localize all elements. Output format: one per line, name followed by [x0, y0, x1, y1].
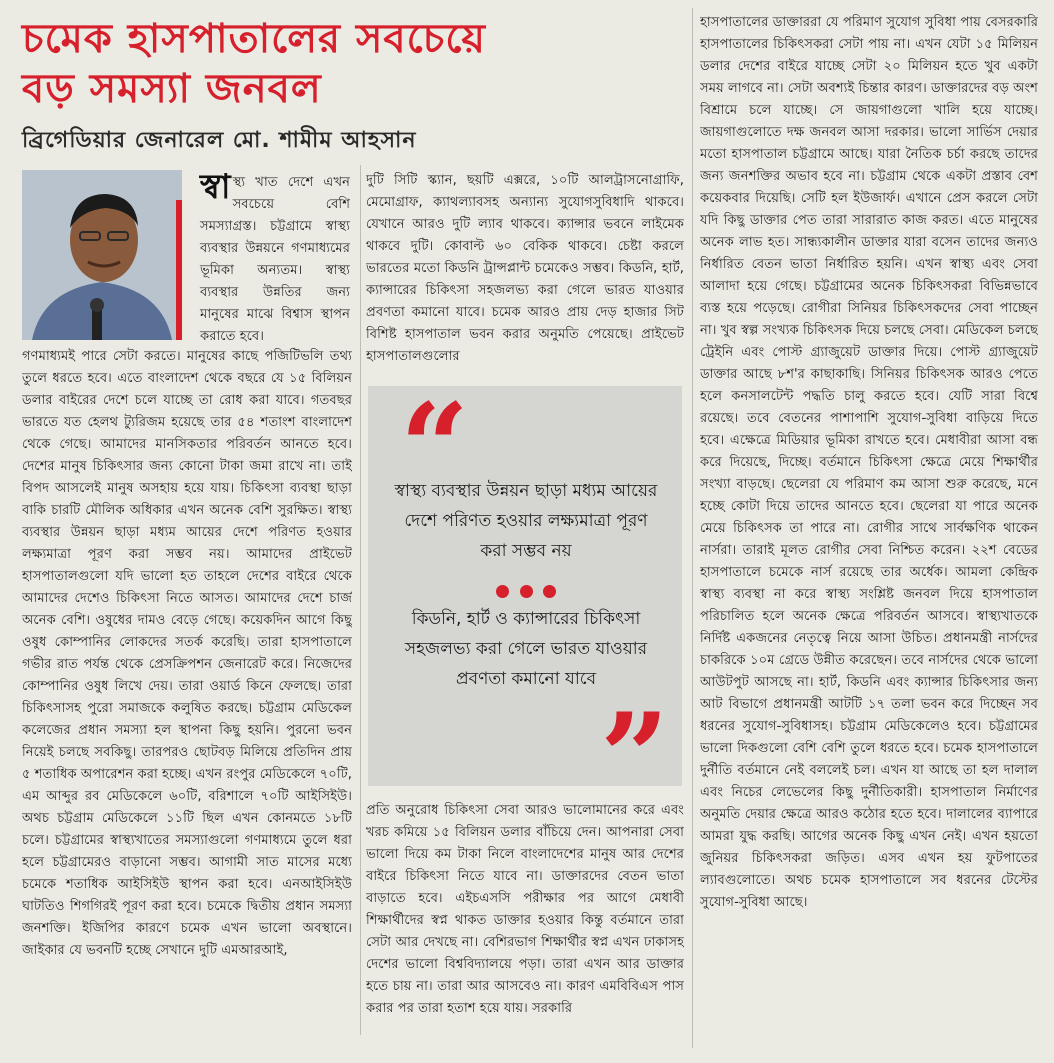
- column-1: [22, 346, 352, 1036]
- author-photo: [22, 170, 182, 340]
- column-2-bottom: [366, 800, 684, 1040]
- column-3: [700, 12, 1038, 1042]
- column-1-text: গণমাধ্যমই পারে সেটা করতে। মানুষের কাছে পজিটিভলি তথ্য তুলে ধরতে হবে। এতে বাংলাদেশ থেকে বছরে যে ১৫ বিলিয়ন ডলার বাইরের দেশে চলে যাচ্ছে তা রোধ করা যাবে। গতবছর ভারতে যত হেলথ ট্যুরিজম হয়েছে তার ৫৪ শতাংশ বাংলাদেশ থেকে গেছে। আমাদের মানসিকতার পরিবর্তন আনতে হবে। দেশের মানুষ চিকিৎসার জন্য কোনো টাকা জমা রাখে না। তাই বিপদ আসলেই মানুষ অসহায় হয়ে যায়। চিকিৎসা ব্যবস্থা ছাড়া বাকি চারটি মৌলিক অধিকার এখন অনেক বেশি সুরক্ষিত। স্বাস্থ্য ব্যবস্থার উন্নয়ন ছাড়া মধ্যম আয়ের দেশে পরিণত হওয়ার লক্ষ্যমাত্রা পূরণ করা সম্ভব নয়। আমাদের প্রাইভেট হাসপাতালগুলো যদি ভালো হত তাহলে দেশের বাইরে থেকে আমাদের দেশেও চিকিৎসা নিতে আসত। আমাদের দেশে চার্জ অনেক বেশি। ওষুধের দামও বেড়ে গেছে। কয়েকদিন আগে কিছু ওষুধ কোম্পানির লোকদের সতর্ক করেছি। তারা হাসপাতালে গভীর রাত পর্যন্ত থেকে প্রেসক্রিপশন জেনারেট করে। নিজেদের কোম্পানির ওষুধ লিখে দেয়। তারা ওয়ার্ড কিনে ফেলছে। তারা চিকিৎসাসহ পুরো সমাজকে কলুষিত করছে। চট্টগ্রাম মেডিকেল কলেজের প্রধান সমস্যা হল স্থাপনা কিছু হয়নি। পুরনো ভবন নিয়েই চলছে সবকিছু। তারপরও ছোটবড় মিলিয়ে প্রতিদিন প্রায় ৫ শতাধিক অপারেশন করা হচ্ছে। এখন রংপুর মেডিকেলে ৭০টি, এম আব্দুর রব মেডিকেলে ৬০টি, বরিশালে ৭০টি আইসিইউ। অথচ চট্টগ্রাম মেডিকেলে ১১টি ছিল এখন কোনমতে ১৮টি চলে। চট্টগ্রামের স্বাস্থ্যখাতের সমস্যাগুলো গণমাধ্যমে তুলে ধরা হলে চট্টগ্রামেরও বাড়ানো সম্ভব। আগামী সাত মাসের মধ্যে চমেকে শতাধিক আইসিইউ স্থাপন করা হবে। এনআইসিইউ ঘাটতিও শিগগিরই পূরণ করা হবে। চমেকে দ্বিতীয় প্রধান সমস্যা জনশক্তি। ইজিপির কারণে চমেক এখন ভালো অবস্থানে। জাইকার যে ভবনটি হচ্ছে সেখানে দুটি এমআরআই,: [22, 349, 352, 958]
- headline: [22, 14, 682, 114]
- quote-open-icon: “: [400, 377, 470, 518]
- accent-bar: [176, 200, 182, 340]
- column-2-bottom-text: প্রতি অনুরোধ চিকিৎসা সেবা আরও ভালোমানের করে এবং খরচ কমিয়ে ১৫ বিলিয়ন ডলার বাঁচিয়ে দেন। আপনারা সেবা ভালো দিয়ে কম টাকা নিলে বাংলাদেশের মানুষ আর দেশের বাইরে চিকিৎসা নিতে যাবে না। ডাক্তারদের বেতন ভাতা বাড়াতে হবে। এইচএসসি পরীক্ষার পর আগে মেধাবী শিক্ষার্থীদের স্বপ্ন থাকত ডাক্তার হওয়ার কিন্তু বর্তমানে তারা সেটা আর দেখছে না। বেশিরভাগ শিক্ষার্থীর স্বপ্ন এখন ঢাকাসহ দেশের ভালো বিশ্ববিদ্যালয়ে পড়া। তারা এখন আর ডাক্তার হতে চায় না। তারা আর আসবেও না। কারণ এমবিবিএস পাস করার পর তারা হতাশ হয়ে যায়। সরকারি: [366, 803, 684, 1016]
- column-divider: [360, 165, 361, 1035]
- quote-close-icon: ”: [600, 687, 670, 828]
- column-2-top-text: দুটি সিটি স্ক্যান, ছয়টি এক্সরে, ১০টি আলট্রাসনোগ্রাফি, মেমোগ্রাফ, ক্যাথল্যাবসহ অন্যান্য সুযোগসুবিধাদি থাকবে। যেখানে আরও দুটি ল্যাব থাকবে। ক্যান্সার ভবনে লাইমেক থাকবে দুটি। কোবাল্ট ৬০ বেকিক থাকবে। চেষ্টা করলে ভারতের মতো কিডনি ট্রান্সপ্লান্ট চমেকেও সম্ভব। কিডনি, হার্ট, ক্যান্সারের চিকিৎসা সহজলভ্য করা গেলে ভারত যাওয়ার প্রবণতা কমানো যাবে। চমেক আরও প্রায় দেড় হাজার সিট বিশিষ্ট হাসপাতাল ভবন করার অনুমতি পেয়েছে। প্রাইভেট হাসপাতালগুলোর: [366, 173, 684, 364]
- headline-line-2: বড় সমস্যা জনবল: [22, 66, 322, 112]
- pullquote-text-2: কিডনি, হার্ট ও ক্যান্সারের চিকিৎসা সহজলভ্য করা গেলে ভারত যাওয়ার প্রবণতা কমানো যাবে: [404, 609, 648, 689]
- lead-text: স্থ্য খাত দেশে এখন সবচেয়ে বেশি সমস্যাগ্রস্ত। চট্টগ্রামে স্বাস্থ্য ব্যবস্থার উন্নয়নে গণমাধ্যমের ভূমিকা অন্যতম। স্বাস্থ্য ব্যবস্থার উন্নতির জন্য মানুষের মাঝে বিশ্বাস স্থাপন করাতে হবে।: [200, 175, 350, 344]
- dot-icon: [520, 585, 533, 598]
- column-3-text: হাসপাতালের ডাক্তাররা যে পরিমাণ সুযোগ সুবিধা পায় বেসরকারি হাসপাতালের চিকিৎসকরা সেটা পায় না। এখন যেটা ১৫ মিলিয়ন ডলার দেশের বাইরে যাচ্ছে সেটা ২০ মিলিয়ন হতে খুব একটা সময় লাগবে না। সেটা অবশ্যই চিন্তার কারণ। ডাক্তারদের বড় অংশ বিশ্রামে চলে যাচ্ছে। সে জায়গাগুলো খালি হয়ে যাচ্ছে। জায়গাগুলোতে দক্ষ জনবল আসা দরকার। ভালো সার্ভিস দেয়ার মতো হাসপাতাল চট্টগ্রামে আছে। যারা নৈতিক চর্চা করছে তাদের জন্য জনশক্তির অভাব হবে না। চট্টগ্রাম থেকে একটা প্রস্তাব বেশ কয়েকবার দিয়েছি। সেটি হল ইউজার্ফ। এখানে প্রেস করলে সেটা যদি কিছু ডাক্তার পেত তারা সারারাত কাজ করত। এতে মানুষের অনেক লাভ হত। সান্ধ্যকালীন ডাক্তার যারা বসেন তাদের জন্যও নির্ধারিত বেতন ভাতা নির্ধারিত হয়নি। এখন স্বাস্থ্য এবং সেবা আলাদা হয়ে গেছে। চট্টগ্রামের অনেক চিকিৎসকরা বিভিন্নভাবে ব্যস্ত হয়ে পড়েছে। রোগীরা সিনিয়র চিকিৎসকদের সেবা পাচ্ছেন না। খুব স্বল্প সংখ্যক চিকিৎসক দিয়ে চলছে সেবা। মেডিকেল চলছে ট্রেইনি এবং পোস্ট গ্র্যাজুয়েট ডাক্তার দিয়ে। পোস্ট গ্র্যাজুয়েট ডাক্তার আছে ৮শ'র কাছাকাছি। সিনিয়র চিকিৎসক আরও পেতে হলে কনসালটেন্ট পদ্ধতি চালু করতে হবে। যেটি সারা বিশ্বে রয়েছে। তবে বেতনের পাশাপাশি সুযোগ-সুবিধা বাড়িয়ে দিতে হবে। এক্ষেত্রে মিডিয়ার ভূমিকা রাখতে হবে। মেধাবীরা আসা বন্ধ করে দিয়েছে, দিচ্ছে। বর্তমানে চিকিৎসা ক্ষেত্রে মেয়ে শিক্ষার্থীর সংখ্যা বাড়ছে। ছেলেরা যে পরিমাণ কম আসা শুরু করেছে, মনে হচ্ছে কোটা দিয়ে তাদের আনতে হবে। ছেলেরা যা পারে অনেক মেয়ে চিকিৎসক তা পারে না। রোগীর সাথে সার্বক্ষণিক থাকেন নার্সরা। তারাই মূলত রোগীর সেবা নিশ্চিত করেন। ২২শ বেডের হাসপাতালে চমেকে নার্স রয়েছে তার অর্ধেক। আমলা কেন্দ্রিক স্বাস্থ্য ব্যবস্থা না করে স্বাস্থ্য সংশ্লিষ্ট জনবল দিয়ে হাসপাতাল পরিচালিত হলে অনেক ক্ষেত্রে পরিবর্তন আসবে। স্বাস্থ্যখাতকে নির্দিষ্ট একজনের নেতৃত্বে নিয়ে আসা উচিত। প্রধানমন্ত্রী নার্সদের চাকরিকে ১০ম গ্রেডে উন্নীত করেছেন। তবে নার্সদের থেকে ভালো আউটপুট আসছে না। হার্ট, কিডনি এবং ক্যান্সার চিকিৎসার জন্য আট বিভাগে প্রধানমন্ত্রী আটটি ১৭ তলা ভবন করে দিচ্ছেন সব ধরনের সুযোগ-সুবিধাসহ। চট্টগ্রাম মেডিকেলেও হবে। চট্টগ্রামের ভালো দিকগুলো বেশি বেশি তুলে ধরতে হবে। চমেক হাসপাতালে দুর্নীতি বর্তমানে নেই বললেই চল। এখন যা আছে তা হল দালাল এবং নিচের লেভেলের কিছু দুর্নীতিকারী। হাসপাতাল নির্মাণের অনুমতি দেয়ার ক্ষেত্রে আরও কঠোর হতে হবে। দালালের ব্যাপারে আমরা যুদ্ধ করছি। আগের অনেক কিছু এখন নেই। এখন হয়তো জুনিয়র চিকিৎসকরা জড়িত। এসব এখন হয় ফুটপাতের ল্যাবগুলোতে। অথচ চমেক হাসপাতালে সব ধরনের টেস্টের সুযোগ-সুবিধা আছে।: [700, 15, 1038, 910]
- column-2-top: [366, 170, 684, 370]
- pullquote-dots: [496, 585, 556, 601]
- drop-cap: স্বা: [200, 167, 231, 207]
- dot-icon: [496, 585, 509, 598]
- byline: ব্রিগেডিয়ার জেনারেল মো. শামীম আহসান: [22, 128, 417, 153]
- headline-line-1: চমেক হাসপাতালের সবচেয়ে: [22, 16, 486, 62]
- dot-icon: [543, 585, 556, 598]
- pullquote-text-1: স্বাস্থ্য ব্যবস্থার উন্নয়ন ছাড়া মধ্যম আয়ের দেশে পরিণত হওয়ার লক্ষ্যমাত্রা পূরণ করা সম্ভব নয়: [394, 481, 658, 561]
- column-divider: [692, 8, 693, 1048]
- lead-paragraph: [200, 167, 350, 348]
